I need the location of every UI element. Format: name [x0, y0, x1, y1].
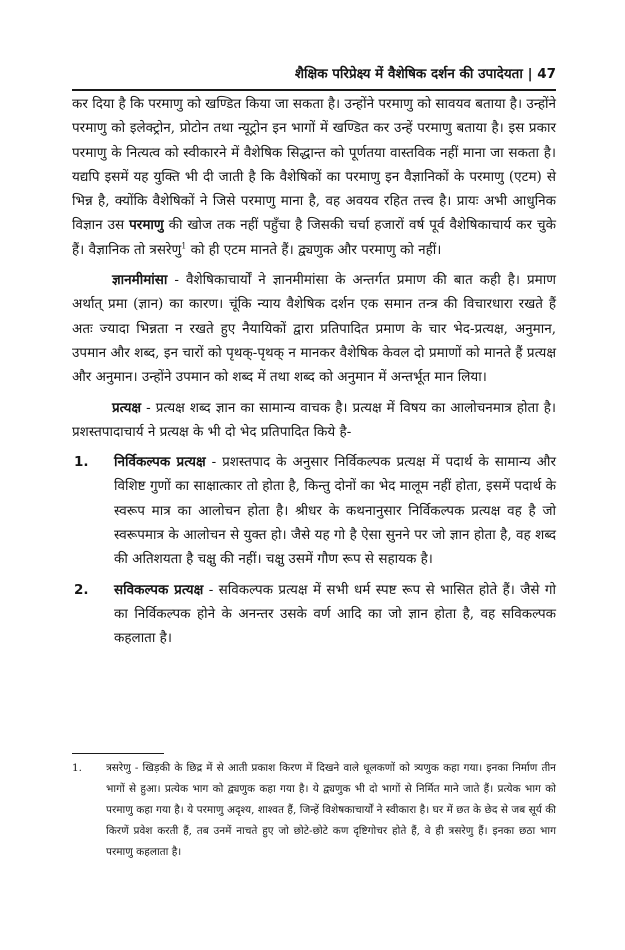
list-item-nirvikalpak — [72, 450, 556, 571]
list-number: 1. — [74, 454, 89, 471]
main-text — [72, 92, 556, 651]
list-number: 2. — [74, 581, 89, 598]
paragraph-text: कर दिया है कि परमाणु को खण्डित किया जा सकता है। उन्होंने परमाणु को सावयव बताया है। उन्होंने परमाणु को इलेक्ट्रोन, प्रोटोन तथा न्यूट्रोन इन भागों में खण्डित कर उन्हें परमाणु बताया है। इस प्रकार परमाणु के नित्यत्व को स्वीकारने में वैशेषिक सिद्धान्त को पूर्णतया वास्तविक नहीं माना जा सकता है। यद्यपि इसमें यह युक्ति भी दी जाती है कि वैशेषिकों का परमाणु इन वैज्ञानिकों के परमाणु (एटम) से भिन्न है, क्योंकि वैशेषिकों ने जिसे परमाणु माना है, वह अवयव रहित तत्त्व है। प्रायः अभी आधुनिक विज्ञान उस — [72, 96, 556, 234]
paragraph-pratyaksha — [72, 396, 556, 445]
footnote — [72, 758, 556, 863]
header-separator: | — [527, 66, 533, 82]
paragraph-text: - वैशेषिकाचार्यों ने ज्ञानमीमांसा के अन्तर्गत प्रमाण की बात कही है। प्रमाण अर्थात् प्रमा (ज्ञान) का कारण। चूंकि न्याय वैशेषिक दर्शन एक समान तन्त्र की विचारधारा रखते हैं अतः ज्यादा भिन्नता न रखते हुए नैयायिकों द्वारा प्रतिपादित प्रमाण के चार भेद-प्रत्यक्ष, अनुमान, उपमान और शब्द, इन चारों को पृथक्-पृथक् न मानकर वैशेषिक केवल दो प्रमाणों को मानते हैं प्रत्यक्ष और अनुमान। उन्होंने उपमान को शब्द में तथा शब्द को अनुमान में अन्तर्भूत मान लिया। — [72, 272, 556, 386]
paragraph-text: - प्रत्यक्ष शब्द ज्ञान का सामान्य वाचक है। प्रत्यक्ष में विषय का आलोचनमात्र होता है। प्रशस्तपादाचार्य ने प्रत्यक्ष के भी दो भेद प्रतिपादित किये है- — [72, 399, 557, 440]
term-nirvikalpak: निर्विकल्पक प्रत्यक्ष — [114, 454, 206, 471]
paragraph-paramanu — [72, 92, 556, 262]
footnote-number: 1. — [72, 762, 83, 774]
footnote-text: त्रसरेणु - खिड़की के छिद्र में से आती प्रकाश किरण में दिखने वाले धूलकणों को त्र्यणुक कहा गया। इनका निर्माण तीन भागों से हुआ। प्रत्येक भाग को द्व्यणुक कहा गया है। ये द्व्यणुक भी दो भागों से निर्मित माने जाते हैं। प्रत्येक भाग को परमाणु कहा गया है। ये परमाणु अदृश्य, शाश्वत हैं, जिन्हें विशेषकाचार्यों ने स्वीकारा है। घर में छत के छेद से जब सूर्य की किरणें प्रवेश करती हैं, तब उनमें नाचते हुए जो छोटे-छोटे कण दृष्टिगोचर होते हैं, वे ही त्रसरेणु हैं। इनका छठा भाग परमाणु कहलाता है। — [106, 762, 556, 858]
footnote-rule — [72, 753, 164, 754]
list-item-savikalpak — [72, 578, 556, 651]
list-item-text: - सविकल्पक प्रत्यक्ष में सभी धर्म स्पष्ट रूप से भासित होते हैं। जैसे गो का निर्विकल्पक होने के अनन्तर उसके वर्ण आदि का जो ज्ञान होता है, वह सविकल्पक कहलाता है। — [114, 581, 556, 647]
paragraph-text: को ही एटम मानते हैं। द्व्यणुक और परमाणु को नहीं। — [190, 241, 442, 258]
page-number: 47 — [537, 66, 556, 82]
term-gyanmimansa: ज्ञानमीमांसा — [112, 272, 168, 289]
footnote-reference[interactable]: 1 — [181, 241, 187, 251]
paragraph-text: की खोज तक नहीं पहुँचा है जिसकी चर्चा हजारों वर्ष पूर्व वैशेषिकाचार्य कर चुके हैं। वैज्ञानिक तो त्रसरेणु — [72, 217, 556, 258]
term-savikalpak: सविकल्पक प्रत्यक्ष — [114, 581, 204, 598]
list-item-text: - प्रशस्तपाद के अनुसार निर्विकल्पक प्रत्यक्ष में पदार्थ के सामान्य और विशिष्ट गुणों का साक्षात्कार तो होता है, किन्तु दोनों का भेद मालूम नहीं होता, इसमें पदार्थ के स्वरूप मात्र का आलोचन होता है। श्रीधर के कथनानुसार निर्विकल्पक प्रत्यक्ष वह है जो स्वरूपमात्र के आलोचन से युक्त हो। जैसे यह गो है ऐसा सुनने पर जो ज्ञान होता है, वह शब्द की अतिशयता है चक्षु की नहीं। चक्षु उसमें गौण रूप से सहायक है। — [114, 454, 556, 568]
running-header — [72, 64, 556, 82]
header-rule — [72, 89, 556, 91]
bold-term-paramanu: परमाणु — [129, 217, 164, 234]
term-pratyaksha: प्रत्यक्ष — [112, 399, 142, 416]
paragraph-gyanmimansa — [72, 268, 556, 389]
running-header-title: शैक्षिक परिप्रेक्ष्य में वैशेषिक दर्शन की उपादेयता — [294, 66, 523, 82]
